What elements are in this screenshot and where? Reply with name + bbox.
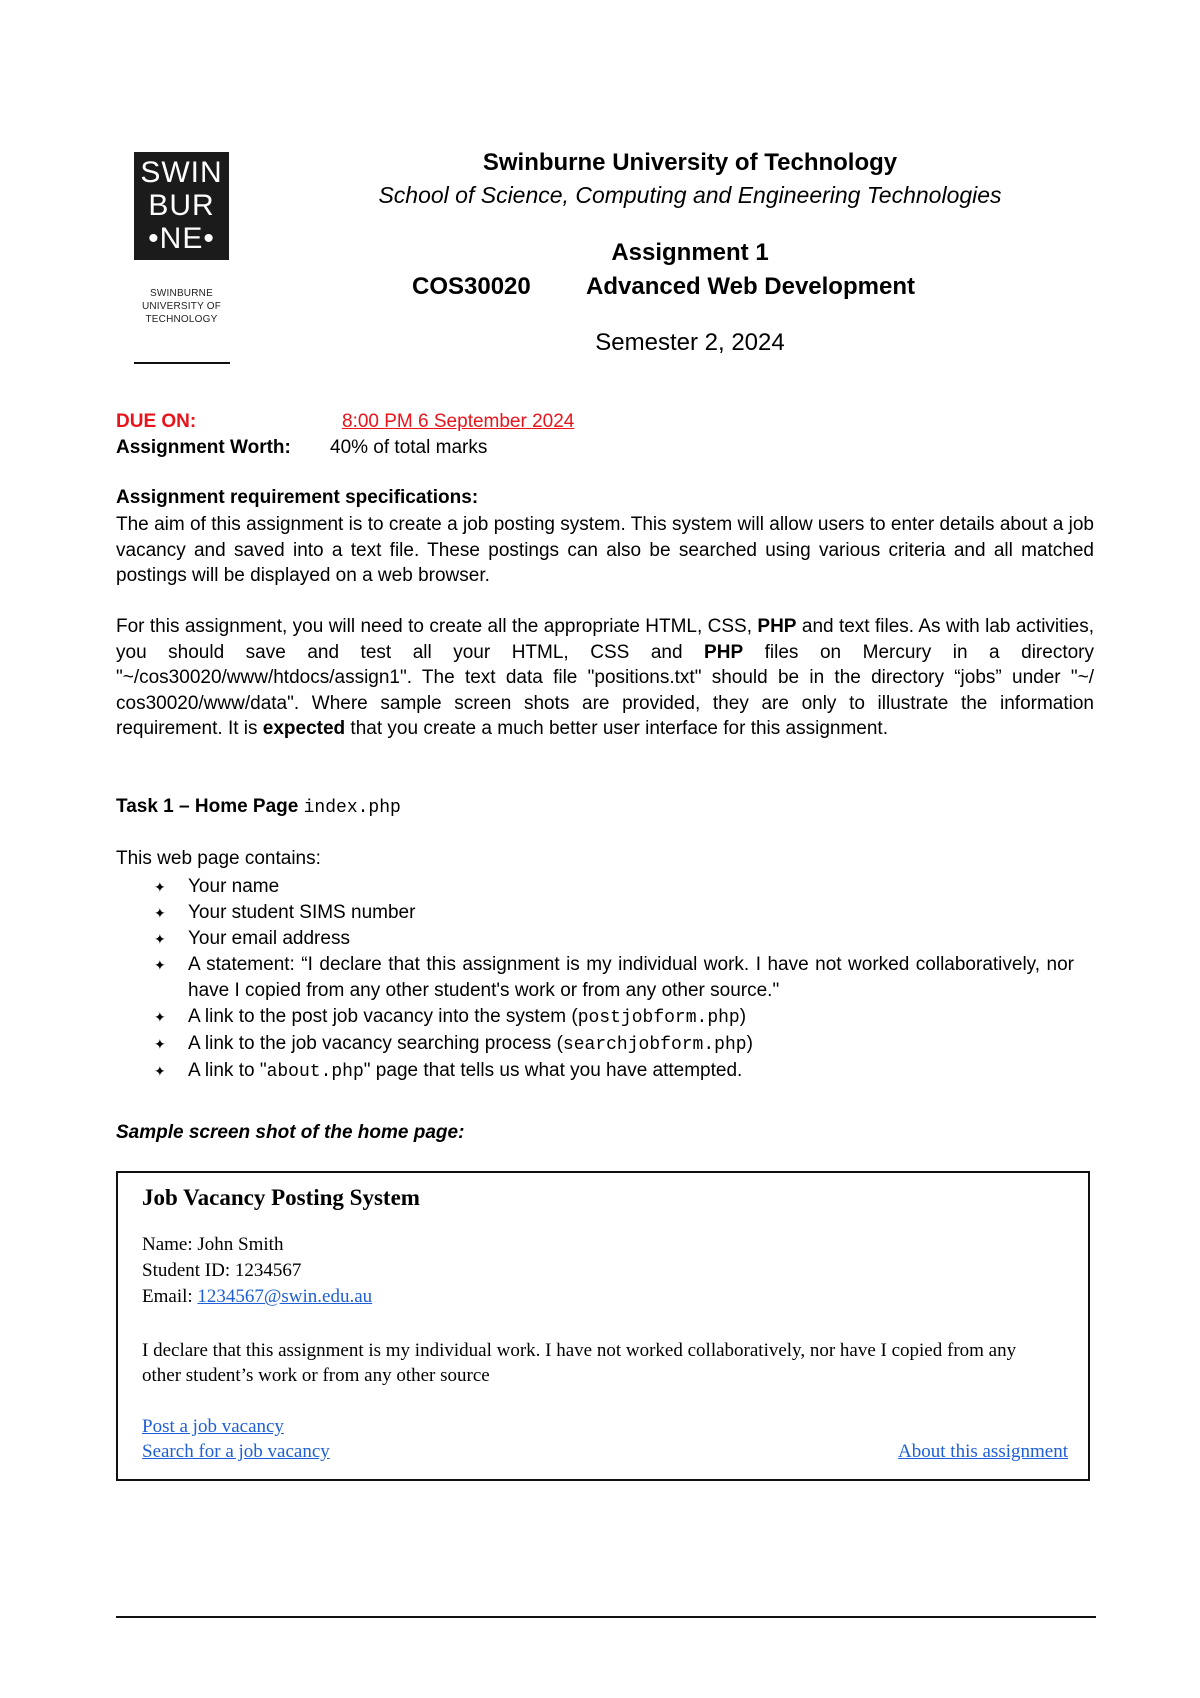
- school-name: School of Science, Computing and Engineering Technologies: [378, 182, 1002, 208]
- logo-subtitle-line-3: TECHNOLOGY: [145, 314, 218, 325]
- bullet-text: A statement: “I declare that this assignment is my individual work. I have not worked collaboratively, nor have I copied from any other student's work or from any other source.": [188, 954, 1074, 1001]
- bullet-icon: ✦: [154, 1009, 166, 1025]
- worth-label: Assignment Worth:: [116, 437, 291, 458]
- list-item: [150, 926, 1074, 952]
- spec-p2-expected: expected: [262, 718, 346, 739]
- sample-name: Name: John Smith: [142, 1234, 284, 1255]
- sample-email-link[interactable]: 1234567@swin.edu.au: [197, 1286, 373, 1307]
- sample-email-line: [142, 1286, 372, 1308]
- list-item: [150, 874, 1074, 900]
- logo-line-3: •NE•: [148, 222, 215, 255]
- sample-screenshot: [116, 1171, 1090, 1481]
- sample-title: Job Vacancy Posting System: [142, 1185, 420, 1210]
- task1-bullet-list: [150, 874, 1074, 1085]
- bullet-icon: ✦: [154, 879, 166, 895]
- logo-subtitle-line-2: UNIVERSITY OF: [141, 301, 222, 312]
- bullet-code: about.php: [266, 1062, 364, 1082]
- bullet-icon: ✦: [154, 931, 166, 947]
- course-code: COS30020: [412, 273, 531, 300]
- sample-declaration: I declare that this assignment is my individual work. I have not worked collaboratively, nor have I copied from any other student’s work or from any other source: [142, 1340, 1017, 1386]
- spec-paragraph-1: The aim of this assignment is to create a job posting system. This system will allow users to enter details about a job vacancy and saved into a text file. These postings can also be searched using various criteria and all matched postings will be displayed on a web browser.: [116, 514, 1094, 586]
- bullet-text: A link to the job vacancy searching process (: [188, 1033, 563, 1054]
- bullet-code: postjobform.php: [577, 1008, 740, 1028]
- footer-divider: [116, 1616, 1096, 1618]
- bullet-icon: ✦: [154, 1036, 166, 1052]
- task1-contains: This web page contains:: [116, 848, 321, 869]
- bullet-text: ): [739, 1006, 747, 1027]
- list-item: [150, 952, 1074, 1004]
- task1-filename: index.php: [303, 798, 401, 818]
- search-job-link[interactable]: Search for a job vacancy: [142, 1441, 330, 1462]
- sample-student-id: Student ID: 1234567: [142, 1260, 302, 1281]
- course-name: Advanced Web Development: [586, 273, 915, 300]
- bullet-text: ): [746, 1033, 753, 1054]
- bullet-icon: ✦: [154, 1063, 166, 1079]
- semester: Semester 2, 2024: [595, 329, 785, 356]
- spec-heading: Assignment requirement specifications:: [116, 487, 479, 508]
- assignment-title: Assignment 1: [611, 239, 769, 266]
- logo-subtitle-line-1: SWINBURNE: [150, 288, 213, 299]
- task1-heading-text: Task 1 – Home Page: [116, 796, 304, 817]
- bullet-text: Your email address: [188, 928, 350, 949]
- swinburne-logo: [134, 152, 229, 260]
- spec-p2-text-1: For this assignment, you will need to create all the appropriate HTML, CSS,: [116, 616, 758, 637]
- list-item: [150, 1031, 1074, 1058]
- logo-subtitle: [134, 287, 229, 326]
- due-label: DUE ON:: [116, 411, 197, 432]
- sample-heading: Sample screen shot of the home page:: [116, 1122, 465, 1143]
- about-assignment-link[interactable]: About this assignment: [898, 1441, 1068, 1462]
- post-job-link[interactable]: Post a job vacancy: [142, 1416, 284, 1437]
- list-item: [150, 1004, 1074, 1031]
- bullet-text: " page that tells us what you have attempted.: [363, 1060, 743, 1081]
- due-date: 8:00 PM 6 September 2024: [342, 411, 575, 432]
- bullet-code: searchjobform.php: [562, 1035, 747, 1055]
- spec-p2-text-3: files on Mercury in a directory "~/cos30020/www/htdocs/assign1". The text data file "positions.txt" should be in the directory “jobs” under "~/ cos30020/www/data". Where sample screen shots are provided, they are only to illustrate the information requirement. It is: [116, 641, 1095, 739]
- bullet-text: Your student SIMS number: [188, 902, 416, 923]
- bullet-icon: ✦: [154, 957, 166, 973]
- logo-line-1: SWIN: [140, 156, 223, 189]
- bullet-text: A link to the post job vacancy into the system (: [188, 1006, 578, 1027]
- logo-divider: [134, 362, 230, 364]
- bullet-text: Your name: [188, 876, 280, 897]
- list-item: [150, 900, 1074, 926]
- spec-p2-php-2: PHP: [704, 641, 744, 663]
- university-title: Swinburne University of Technology: [482, 149, 898, 176]
- task1-heading: [116, 796, 401, 818]
- list-item: [150, 1058, 1074, 1085]
- worth-value: 40% of total marks: [330, 437, 488, 458]
- bullet-text: A link to ": [188, 1060, 267, 1081]
- spec-paragraph-2: [116, 614, 1094, 742]
- bullet-icon: ✦: [154, 905, 166, 921]
- spec-p2-text-2: and text files. As with lab activities, you should save and test all your HTML, CSS and: [116, 616, 1095, 663]
- sample-email-label: Email:: [142, 1286, 198, 1307]
- logo-line-2: BUR: [148, 189, 215, 222]
- spec-p2-text-4: that you create a much better user interface for this assignment.: [345, 718, 888, 739]
- spec-p2-php-1: PHP: [757, 616, 797, 637]
